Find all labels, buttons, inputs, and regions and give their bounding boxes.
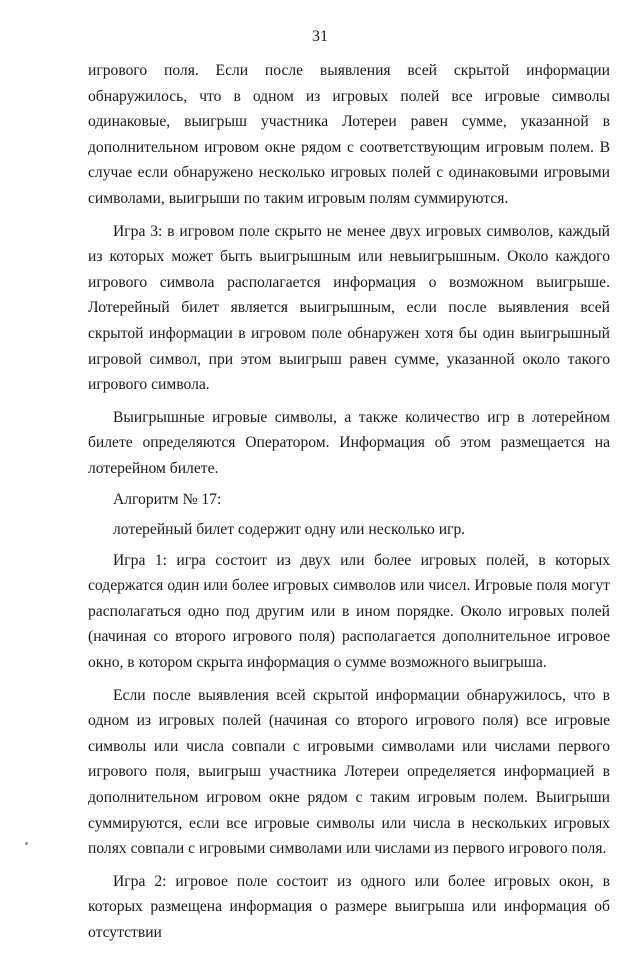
paragraph-algorithm-heading: Алгоритм № 17: (113, 490, 222, 508)
paragraph-game-3: Игра 3: в игровом поле скрыто не менее двух игровых символов, каждый из которых может быть выигрышным или невыигрышным. Около каждого игрового символа располагается информация о возможном выигрыше. Лотерейный билет является выигрышным, если после выявления всей скрытой информации в игровом поле обнаружен хотя бы один выигрышный игровой символ, при этом выигрыш равен сумме, указанной около такого игрового символа. (88, 222, 610, 394)
page-number: 31 (312, 28, 328, 45)
paragraph-game-1: Игра 1: игра состоит из двух или более игровых полей, в которых содержатся один или более игровых символов или чисел. Игровые поля могут располагаться одно под другим или в ином порядке. Около игровых полей (начиная со второго игрового поля) располагается дополнительное игровое окно, в котором скрыта информация о сумме возможного выигрыша. (88, 551, 610, 672)
paragraph-continuation: игрового поля. Если после выявления всей скрытой информации обнаружилось, что в одном из игровых полей все игровые символы одинаковые, выигрыш участника Лотереи равен сумме, указанной в дополнительном игровом окне рядом с соответствующим игровым полем. В случае если обнаружено несколько игровых полей с одинаковыми игровыми символами, выигрыши по таким игровым полям суммируются. (88, 62, 610, 207)
document-body (88, 58, 610, 953)
paragraph-winning-symbols: Выигрышные игровые символы, а также количество игр в лотерейном билете определяются Оператором. Информация об этом размещается на лотерейном билете. (88, 408, 610, 477)
paragraph-game-2: Игра 2: игровое поле состоит из одного или более игровых окон, в которых размещена информация о размере выигрыша или информация об отсутствии (88, 872, 610, 941)
scan-artifact (25, 842, 28, 845)
paragraph-winnings-rule: Если после выявления всей скрытой информации обнаружилось, что в одном из игровых полей (начиная со второго игрового поля) все игровые символы или числа совпали с игровыми символами или числами первого игрового поля, выигрыш участника Лотереи определяется информацией в дополнительном игровом окне рядом с таким игровым полем. Выигрыши суммируются, если все игровые символы или числа в нескольких игровых полях совпали с игровыми символами или числами из первого игрового поля. (88, 686, 610, 858)
paragraph-ticket-games: лотерейный билет содержит одну или несколько игр. (113, 521, 466, 539)
